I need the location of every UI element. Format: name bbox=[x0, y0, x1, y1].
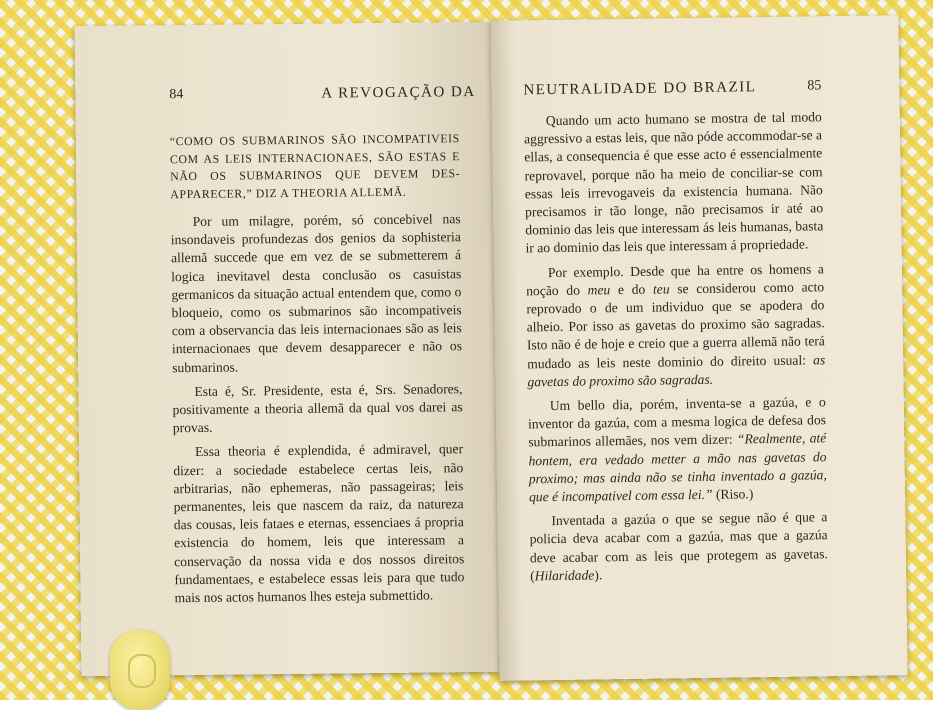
left-text-block bbox=[170, 130, 465, 613]
paragraph: Um bello dia, porém, inventa-se a gazúa, e o inventor da gazúa, com a mesma logica de defesa dos submarinos allemães, nos vem dizer: “Realmente, até hontem, era vedado metter a mão nas gavetas do proximo; mas ainda não se tinha inventado a gazúa, que é incompativel com essa lei.” (Riso.) bbox=[527, 394, 827, 505]
right-page bbox=[490, 15, 907, 681]
paragraph: Quando um acto humano se mostra de tal modo aggressivo a estas leis, que não póde accommodar-se a ellas, a consequencia é que esse acto é essencialmente reprovavel, porque não ha meio de conciliar-se com essas leis irrevogaveis da existencia humana. Não precisamos ir tão longe, não precisamos ir até ao dominio das leis que interessam ás leis humanas, basta ir ao dominio das leis que interessam á propriedade. bbox=[523, 109, 824, 256]
left-page bbox=[75, 22, 500, 676]
page-number: 84 bbox=[169, 87, 184, 103]
plastic-bookmark-clip bbox=[110, 630, 170, 710]
paragraph: Inventada a gazúa o que se segue não é que a policia deva acabar com a gazúa, mas que a gazúa deve acabar com as leis que protegem as gavetas. (Hilaridade). bbox=[529, 509, 828, 584]
paragraph: Por exemplo. Desde que ha entre os homens a noção do meu e do teu se considerou como acto reprovado o de um individuo que se apodera do alheio. Por isso as gavetas do proximo são sagradas. Isto não é de hoje e creio que a guerra allemã não terá mudado as leis neste dominio do direito usual: as gavetas do proximo são sagradas. bbox=[526, 260, 826, 390]
running-head: A REVOGAÇÃO DA bbox=[321, 84, 476, 102]
paragraph: Essa theoria é explendida, é admiravel, quer dizer: a sociedade estabelece certas leis, não arbitrarias, não ephemeras, não passageiras; leis permanentes, leis que nascem da raiz, da natureza das cousas, leis fataes e eternas, essenciaes á propria existencia do homem, leis que interessam a conservação da nossa vida e dos nossos direitos fundamentaes, e estabelece essas leis para que tudo mais nos actos humanos lhes esteja submettido. bbox=[173, 441, 465, 606]
page-number: 85 bbox=[807, 78, 822, 94]
paragraph: Esta é, Sr. Presidente, esta é, Srs. Senadores, positivamente a theoria allemã da qual vos darei as provas. bbox=[172, 380, 463, 436]
epigraph-quote: “COMO OS SUBMARINOS SÃO INCOMPATIVEIS COM AS LEIS INTERNACIONAES, SÃO ESTAS E NÃO OS SUBMARINOS QUE DEVEM DES-APPARECER,” DIZ A THEORIA ALLEMÃ. bbox=[169, 131, 461, 201]
running-head: NEUTRALIDADE DO BRAZIL bbox=[523, 79, 757, 99]
paragraph: Por um milagre, porém, só concebivel nas insondaveis profundezas dos genios da sophisteria allemã succede que em vez de se submetterem á logica inevitavel desta conclusão os casuistas germanicos da situação actual entendem que, como o bloqueio, como os submarinos são incompativeis com a observancia das leis internacionaes são as leis internacionaes que devem desapparecer e não os submarinos. bbox=[170, 211, 463, 375]
right-text-block bbox=[524, 108, 829, 591]
